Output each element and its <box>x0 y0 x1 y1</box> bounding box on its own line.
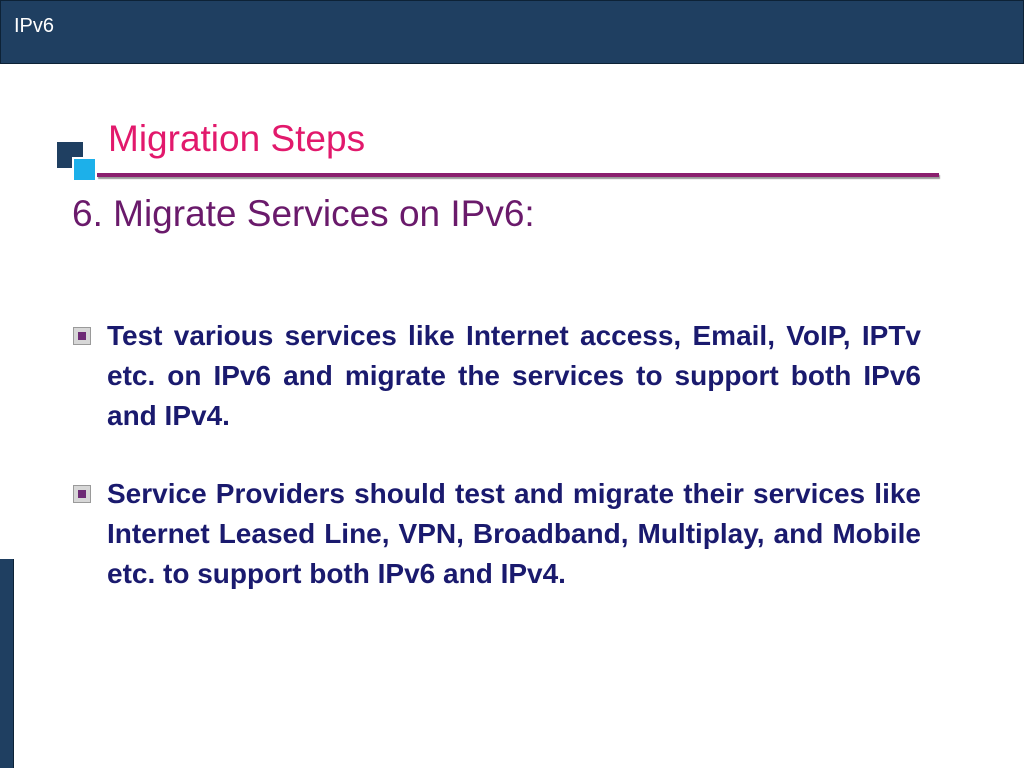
title-divider <box>97 173 939 177</box>
header-label: IPv6 <box>14 15 55 37</box>
bullet-text: Service Providers should test and migrate their services like Internet Leased Line, VPN, Broadband, Multiplay, and Mobile etc. to support both IPv6 and IPv4. <box>107 478 921 589</box>
bullet-item <box>72 474 921 594</box>
slide-title: Migration Steps <box>108 118 366 159</box>
left-accent-bar <box>0 559 14 768</box>
bullet-item <box>72 316 921 436</box>
square-bullet-icon <box>73 485 91 503</box>
slide-subtitle: 6. Migrate Services on IPv6: <box>72 193 535 234</box>
bullet-list <box>72 316 921 632</box>
bullet-text: Test various services like Internet access, Email, VoIP, IPTv etc. on IPv6 and migrate the services to support both IPv6 and IPv4. <box>107 320 921 431</box>
header-bar <box>0 0 1024 64</box>
square-bullet-icon <box>73 327 91 345</box>
stacked-squares-accent-icon <box>72 157 97 182</box>
